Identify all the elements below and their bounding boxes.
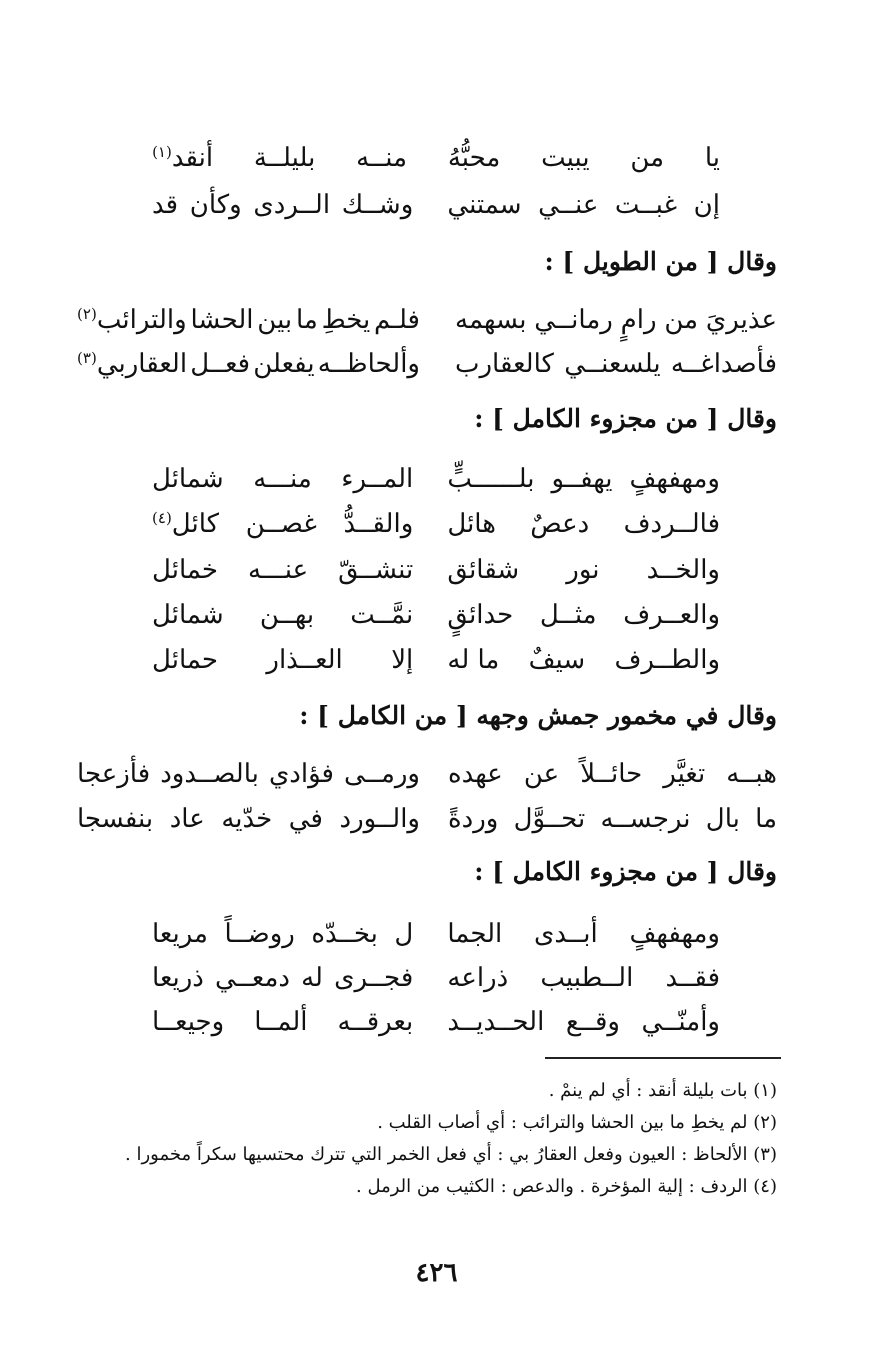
verse-word: ما له — [447, 645, 500, 675]
verse-line — [77, 797, 777, 841]
verse-word: بخــدّه — [311, 919, 378, 949]
verse-word: من — [664, 305, 699, 335]
verse-word: والعــرف — [623, 600, 720, 630]
verse-word: شمائل — [152, 464, 224, 494]
verse-word: منـــه — [253, 464, 312, 494]
verse-word: حمائل — [152, 645, 218, 675]
verse-word: نور — [566, 555, 600, 585]
verse-word: بال — [705, 804, 740, 834]
verse-word: يهفــو — [551, 464, 613, 494]
verse-word: عهده — [448, 759, 503, 789]
verse-word: ذريعا — [152, 963, 204, 993]
verse-word: وشــك — [341, 190, 414, 220]
poem-intro: وقال في مخمور جمش وجهه [ من الكامل ] : — [299, 701, 777, 730]
verse-word: سيفٌ — [528, 645, 586, 675]
verse-hemistich — [152, 548, 413, 592]
verse-word: يخطِ — [321, 305, 371, 335]
verse-word: من — [630, 143, 665, 173]
verse-line — [152, 183, 720, 227]
footnote-marker: (٢) — [77, 304, 97, 323]
verse-word: فعــل — [190, 349, 251, 379]
verse-word-text: والترائب — [96, 305, 187, 336]
verse-word: ذراعه — [447, 963, 509, 993]
verse-hemistich — [77, 298, 420, 342]
verse-word: روضــاً — [224, 919, 295, 949]
verse-hemistich — [448, 797, 777, 841]
verse-word: العــذار — [266, 645, 343, 675]
verse-hemistich — [152, 183, 413, 227]
verse-word: والقــدُّ — [343, 509, 414, 539]
verse-hemistich — [447, 502, 720, 546]
footnote-separator — [545, 1057, 781, 1059]
verse-word: محبُّهُ — [447, 143, 501, 173]
verse-word — [152, 143, 213, 174]
verse-word: نمَّــت — [350, 600, 414, 630]
verse-hemistich — [447, 638, 720, 682]
verse-word: ورمــى — [344, 759, 420, 789]
verse-line — [152, 136, 720, 180]
verse-word: بين — [257, 305, 293, 335]
verse-word: فلـم — [374, 305, 420, 335]
verse-hemistich — [447, 912, 720, 956]
footnote-marker: (٣) — [77, 348, 97, 367]
verse-line — [152, 638, 720, 682]
poem-intro: وقال [ من الطويل ] : — [544, 247, 777, 276]
verse-word: كالعقارب — [455, 349, 554, 379]
verse-word: والطــرف — [614, 645, 720, 675]
verse-word: وقــع — [565, 1007, 620, 1037]
verse-word: وألحاظــه — [317, 349, 420, 379]
verse-hemistich — [447, 1000, 720, 1044]
verse-hemistich — [152, 638, 413, 682]
page-number: ٤٢٦ — [415, 1258, 458, 1288]
verse-word: إلا — [391, 645, 414, 675]
verse-word-text: كائل — [171, 509, 220, 540]
verse-word: تنشــقّ — [338, 555, 414, 585]
footnote: (١) بات بليلة أنقد : أي لم ينمْ . — [548, 1080, 777, 1101]
verse-word: فجــرى — [334, 963, 414, 993]
verse-word: عاد — [169, 804, 205, 834]
verse-word: بالصــدود — [160, 759, 259, 789]
verse-word: بهــن — [259, 600, 315, 630]
verse-word: الــطبيب — [540, 963, 634, 993]
verse-word: والخــد — [646, 555, 720, 585]
verse-word: يلسعنــي — [564, 349, 661, 379]
poem-intro: وقال [ من مجزوء الكامل ] : — [474, 404, 777, 433]
verse-word: رامٍ — [620, 305, 657, 335]
verse-word: مريعا — [152, 919, 208, 949]
verse-word: بسهمه — [455, 305, 527, 335]
verse-word: ومهفهفٍ — [629, 919, 720, 949]
verse-word: الحــديــد — [447, 1007, 545, 1037]
verse-word: ما — [755, 804, 777, 834]
verse-word: فالــردف — [623, 509, 720, 539]
verse-word: بنفسجا — [77, 804, 154, 834]
verse-word: ومهفهفٍ — [629, 464, 720, 494]
verse-hemistich — [447, 956, 720, 1000]
verse-hemistich — [77, 752, 420, 796]
verse-line — [77, 298, 777, 342]
verse-word: فقــد — [665, 963, 720, 993]
verse-word: قد — [152, 190, 179, 220]
verse-word: حائــلاً — [580, 759, 643, 789]
footnote: (٣) الألحاظ : العيون وفعل العقارُ بي : أي فعل الخمر التي تترك محتسيها سكراً مخمورا . — [125, 1144, 777, 1165]
verse-line — [77, 342, 777, 386]
verse-hemistich — [77, 797, 420, 841]
verse-word-text: العقاربي — [96, 349, 188, 380]
verse-word: وأمنّــي — [641, 1007, 720, 1037]
verse-line — [77, 752, 777, 796]
verse-word: شمائل — [152, 600, 224, 630]
verse-word: أبــدى — [534, 919, 598, 949]
verse-word-text: أنقد — [171, 143, 214, 174]
verse-hemistich — [455, 298, 777, 342]
verse-hemistich — [152, 593, 413, 637]
verse-word — [77, 305, 187, 336]
verse-hemistich — [448, 752, 777, 796]
verse-word: هبــه — [726, 759, 777, 789]
verse-line — [152, 502, 720, 546]
verse-word: تغيَّر — [663, 759, 706, 789]
verse-word: الحشا — [190, 305, 254, 335]
verse-word: سمتني — [447, 190, 522, 220]
verse-word: بليلــة — [253, 143, 316, 173]
verse-word: مثــل — [539, 600, 597, 630]
verse-word: فأصداغــه — [670, 349, 777, 379]
footnote: (٢) لم يخطِ ما بين الحشا والترائب : أي أصاب القلب . — [377, 1112, 777, 1133]
verse-hemistich — [447, 457, 720, 501]
verse-word: فؤادي — [268, 759, 334, 789]
verse-word: إن — [693, 190, 720, 220]
verse-line — [152, 1000, 720, 1044]
verse-word: غصــن — [245, 509, 317, 539]
verse-line — [152, 457, 720, 501]
verse-hemistich — [455, 342, 777, 386]
verse-word: يا — [704, 143, 720, 173]
verse-word: رمانــي — [534, 305, 613, 335]
footnote-marker: (١) — [152, 142, 172, 161]
verse-word: منــه — [356, 143, 408, 173]
verse-word: وكأن — [189, 190, 242, 220]
verse-word: غبــت — [614, 190, 678, 220]
verse-line — [152, 956, 720, 1000]
verse-line — [152, 548, 720, 592]
verse-hemistich — [447, 548, 720, 592]
footnotes — [57, 1075, 777, 1203]
verse-word: ما — [295, 305, 318, 335]
verse-hemistich — [447, 593, 720, 637]
verse-word: يفعلن — [253, 349, 315, 379]
verse-word: هائل — [447, 509, 496, 539]
verse-word: عذيريَ — [705, 305, 777, 335]
verse-word: الجما — [447, 919, 503, 949]
verse-word: نرجســه — [600, 804, 691, 834]
verse-word — [152, 509, 219, 540]
verse-word: له — [301, 963, 323, 993]
verse-word: الــردى — [253, 190, 331, 220]
footnote: (٤) الردف : إلية المؤخرة . والدعص : الكثيب من الرمل . — [356, 1176, 777, 1197]
verse-hemistich — [152, 912, 413, 956]
verse-hemistich — [152, 457, 413, 501]
verse-word: المــرء — [341, 464, 414, 494]
verse-word: ل — [394, 919, 414, 949]
verse-word: عن — [523, 759, 560, 789]
verse-word: وردةً — [448, 804, 499, 834]
verse-hemistich — [152, 1000, 413, 1044]
verse-word: في — [288, 804, 323, 834]
poem-intro: وقال [ من مجزوء الكامل ] : — [474, 857, 777, 886]
verse-word: دمعــي — [215, 963, 290, 993]
verse-word: عنـــه — [247, 555, 309, 585]
verse-hemistich — [152, 502, 413, 546]
verse-hemistich — [77, 342, 420, 386]
verse-word: بلــــــبٍّ — [447, 464, 535, 494]
verse-word: خدّيه — [221, 804, 273, 834]
verse-word — [77, 349, 187, 380]
footnote-marker: (٤) — [152, 508, 172, 527]
verse-hemistich — [152, 956, 413, 1000]
verse-word: حدائقٍ — [447, 600, 514, 630]
verse-word: والــورد — [339, 804, 420, 834]
verse-word: بعرقــه — [337, 1007, 414, 1037]
verse-word: خمائل — [152, 555, 218, 585]
verse-word: دعصٌ — [530, 509, 590, 539]
verse-word: وجيعــا — [152, 1007, 225, 1037]
verse-word: عنــي — [538, 190, 599, 220]
verse-line — [152, 912, 720, 956]
verse-word: يبيت — [541, 143, 590, 173]
verse-word: تحــوَّل — [513, 804, 586, 834]
verse-word: ألمــا — [254, 1007, 308, 1037]
verse-word: فأزعجا — [77, 759, 151, 789]
verse-hemistich — [447, 183, 720, 227]
verse-line — [152, 593, 720, 637]
verse-word: شقائق — [447, 555, 520, 585]
verse-hemistich — [152, 136, 720, 180]
